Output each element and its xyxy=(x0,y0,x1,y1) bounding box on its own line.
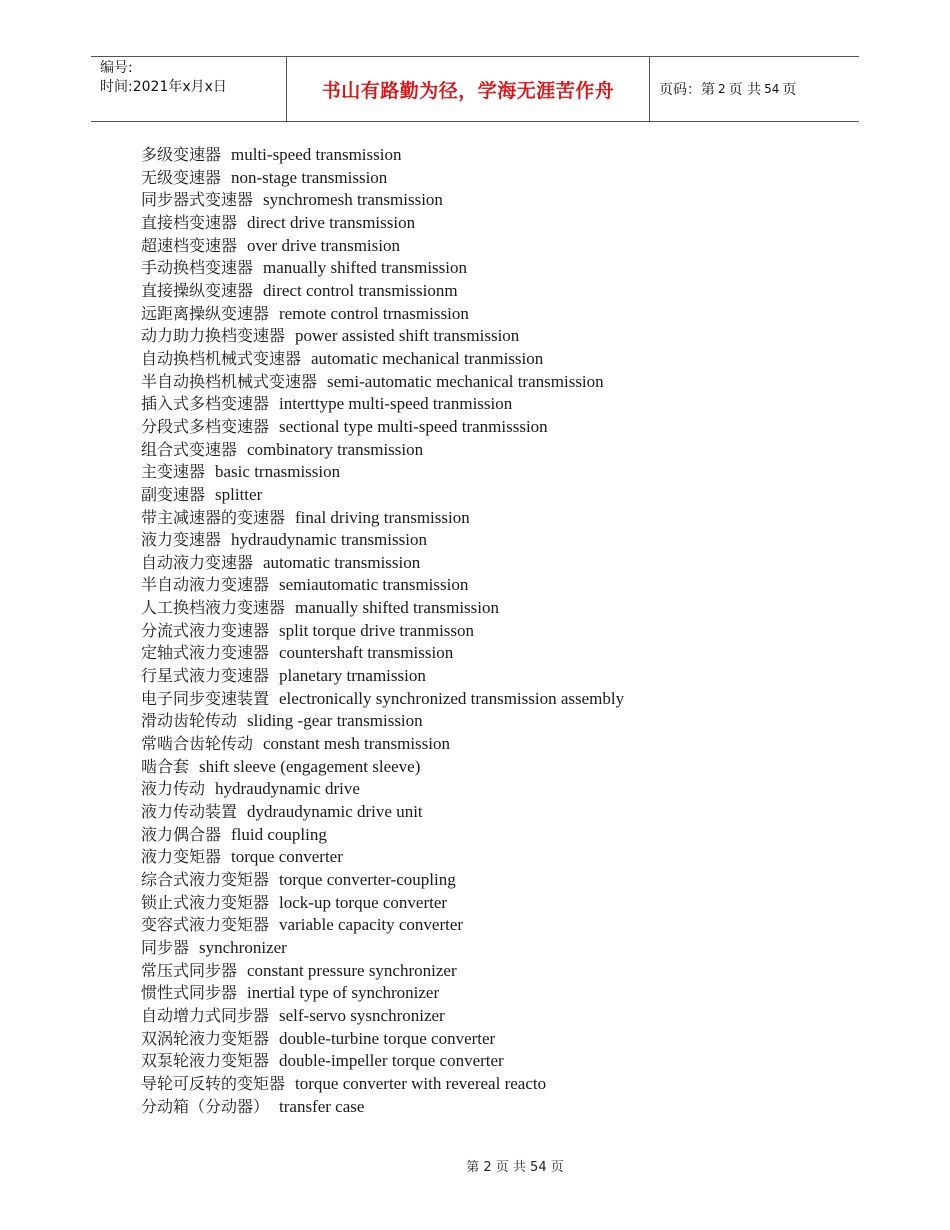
entry-chinese-term: 自动液力变速器 xyxy=(141,552,254,572)
glossary-entry xyxy=(141,914,624,937)
glossary-entry xyxy=(141,1005,624,1028)
entry-english-term: power assisted shift transmission xyxy=(295,326,520,346)
entry-english-term: non-stage transmission xyxy=(231,167,388,187)
glossary-entry xyxy=(141,167,624,190)
glossary-entry xyxy=(141,824,624,847)
entry-chinese-term: 直接操纵变速器 xyxy=(141,280,254,300)
entry-english-term: manually shifted transmission xyxy=(295,598,499,618)
glossary-entry xyxy=(141,756,624,779)
entry-chinese-term: 超速档变速器 xyxy=(141,235,238,255)
entry-chinese-term: 多级变速器 xyxy=(141,145,222,164)
glossary-entry xyxy=(141,574,624,597)
entry-chinese-term: 常压式同步器 xyxy=(141,960,238,980)
entry-english-term: synchromesh transmission xyxy=(263,190,443,210)
glossary-entry xyxy=(141,212,624,235)
glossary-entry xyxy=(141,1050,624,1073)
entry-english-term: torque converter-coupling xyxy=(279,870,456,889)
entry-chinese-term: 自动增力式同步器 xyxy=(141,1005,270,1025)
glossary-entry xyxy=(141,235,624,258)
glossary-entry xyxy=(141,393,624,416)
glossary-entry xyxy=(141,303,624,326)
glossary-entry xyxy=(141,665,624,688)
entry-chinese-term: 自动换档机械式变速器 xyxy=(141,348,302,368)
entry-chinese-term: 啮合套 xyxy=(141,756,190,776)
glossary-entry xyxy=(141,416,624,439)
entry-chinese-term: 综合式液力变矩器 xyxy=(141,870,270,889)
glossary-entry xyxy=(141,189,624,212)
glossary-entry xyxy=(141,892,624,915)
entry-english-term: planetary trnamission xyxy=(279,666,426,686)
page-footer: 第 2 页 共 54 页 xyxy=(466,1160,564,1175)
page-current: 2 xyxy=(718,82,726,96)
entry-chinese-term: 副变速器 xyxy=(141,484,206,504)
glossary-entry xyxy=(141,642,624,665)
entry-english-term: multi-speed transmission xyxy=(231,145,402,164)
glossary-entry xyxy=(141,846,624,869)
entry-chinese-term: 双泵轮液力变矩器 xyxy=(141,1051,270,1071)
glossary-entry xyxy=(141,371,624,394)
glossary-entry xyxy=(141,960,624,983)
page-total: 54 xyxy=(764,82,780,96)
entry-chinese-term: 液力偶合器 xyxy=(141,824,222,844)
time-prefix: 时间: xyxy=(100,79,133,95)
page-header xyxy=(91,56,859,122)
glossary-entry xyxy=(141,733,624,756)
entry-chinese-term: 液力传动 xyxy=(141,779,206,799)
glossary-entry xyxy=(141,1073,624,1096)
glossary-entry xyxy=(141,325,624,348)
glossary-entry xyxy=(141,982,624,1005)
entry-chinese-term: 定轴式液力变速器 xyxy=(141,643,270,663)
glossary-entry xyxy=(141,144,624,167)
entry-english-term: fluid coupling xyxy=(231,824,327,844)
entry-english-term: inertial type of synchronizer xyxy=(247,983,440,1003)
glossary-entry xyxy=(141,257,624,280)
entry-english-term: shift sleeve (engagement sleeve) xyxy=(199,756,421,776)
entry-english-term: direct control transmissionm xyxy=(263,280,458,300)
entry-english-term: splitter xyxy=(215,484,263,504)
entry-english-term: constant pressure synchronizer xyxy=(247,960,457,980)
entry-chinese-term: 双涡轮液力变矩器 xyxy=(141,1028,270,1048)
entry-english-term: automatic transmission xyxy=(263,552,421,572)
glossary-entry xyxy=(141,937,624,960)
header-motto: 书山有路勤为径，学海无涯苦作舟 xyxy=(287,57,650,121)
entry-english-term: hydraudynamic drive xyxy=(215,779,360,799)
entry-chinese-term: 同步器 xyxy=(141,937,190,957)
entry-english-term: synchronizer xyxy=(199,937,287,957)
entry-chinese-term: 插入式多档变速器 xyxy=(141,394,270,414)
entry-english-term: torque converter with revereal reacto xyxy=(295,1073,547,1093)
entry-chinese-term: 液力传动装置 xyxy=(141,802,238,822)
glossary-entry xyxy=(141,461,624,484)
entry-english-term: sliding -gear transmission xyxy=(247,711,423,731)
entry-chinese-term: 液力变矩器 xyxy=(141,847,222,867)
entry-english-term: automatic mechanical tranmission xyxy=(311,348,544,368)
entry-chinese-term: 电子同步变速装置 xyxy=(141,688,270,708)
entry-english-term: remote control trnasmission xyxy=(279,303,469,323)
entry-chinese-term: 组合式变速器 xyxy=(141,439,238,459)
entry-english-term: interttype multi-speed tranmission xyxy=(279,394,513,414)
entry-chinese-term: 动力助力换档变速器 xyxy=(141,326,286,346)
entry-english-term: hydraudynamic transmission xyxy=(231,530,427,550)
entry-chinese-term: 分段式多档变速器 xyxy=(141,416,270,436)
glossary-entry xyxy=(141,869,624,892)
entry-chinese-term: 直接档变速器 xyxy=(141,212,238,232)
entry-chinese-term: 分动箱（分动器） xyxy=(141,1096,270,1116)
entry-english-term: torque converter xyxy=(231,847,343,867)
page-mid: 页 共 xyxy=(728,82,762,98)
glossary-entry xyxy=(141,529,624,552)
entry-english-term: countershaft transmission xyxy=(279,643,454,663)
entry-english-term: basic trnasmission xyxy=(215,462,341,482)
entry-chinese-term: 主变速器 xyxy=(141,462,206,482)
entry-chinese-term: 远距离操纵变速器 xyxy=(141,303,270,323)
glossary-entry xyxy=(141,801,624,824)
page-suffix: 页 xyxy=(782,82,797,98)
glossary-entry xyxy=(141,778,624,801)
glossary-entry xyxy=(141,620,624,643)
entry-english-term: electronically synchronized transmission assembly xyxy=(279,688,625,708)
entry-english-term: lock-up torque converter xyxy=(279,892,448,912)
glossary-entry xyxy=(141,439,624,462)
glossary-entry xyxy=(141,1028,624,1051)
entry-chinese-term: 常啮合齿轮传动 xyxy=(141,734,254,754)
header-meta xyxy=(91,57,287,121)
glossary-entry xyxy=(141,280,624,303)
entry-english-term: manually shifted transmission xyxy=(263,258,467,278)
glossary-entry xyxy=(141,1096,624,1119)
entry-english-term: sectional type multi-speed tranmisssion xyxy=(279,416,548,436)
entry-english-term: combinatory transmission xyxy=(247,439,424,459)
entry-chinese-term: 锁止式液力变矩器 xyxy=(141,892,270,912)
entry-chinese-term: 半自动换档机械式变速器 xyxy=(141,371,318,391)
entry-chinese-term: 无级变速器 xyxy=(141,167,222,187)
time-value: 2021年x月x日 xyxy=(132,79,227,95)
entry-chinese-term: 同步器式变速器 xyxy=(141,190,254,210)
entry-chinese-term: 行星式液力变速器 xyxy=(141,666,270,686)
entry-english-term: transfer case xyxy=(279,1096,365,1116)
entry-english-term: final driving transmission xyxy=(295,507,470,527)
glossary-entry xyxy=(141,348,624,371)
glossary-entry xyxy=(141,484,624,507)
entry-english-term: self-servo sysnchronizer xyxy=(279,1005,445,1025)
glossary-entry xyxy=(141,552,624,575)
glossary-list xyxy=(141,144,624,1118)
entry-english-term: double-turbine torque converter xyxy=(279,1028,496,1048)
entry-chinese-term: 分流式液力变速器 xyxy=(141,620,270,640)
entry-english-term: split torque drive tranmisson xyxy=(279,620,475,640)
code-label: 编号: xyxy=(100,60,133,76)
entry-chinese-term: 滑动齿轮传动 xyxy=(141,711,238,731)
entry-chinese-term: 变容式液力变矩器 xyxy=(141,915,270,935)
glossary-entry xyxy=(141,710,624,733)
glossary-entry xyxy=(141,597,624,620)
entry-english-term: constant mesh transmission xyxy=(263,734,450,754)
entry-english-term: semi-automatic mechanical transmission xyxy=(327,371,604,391)
glossary-entry xyxy=(141,688,624,711)
page-label: 页码：第 xyxy=(659,82,715,98)
entry-english-term: semiautomatic transmission xyxy=(279,575,469,595)
time-line xyxy=(100,78,286,97)
entry-chinese-term: 惯性式同步器 xyxy=(141,983,238,1003)
entry-english-term: double-impeller torque converter xyxy=(279,1051,504,1071)
glossary-entry xyxy=(141,507,624,530)
entry-chinese-term: 手动换档变速器 xyxy=(141,258,254,278)
entry-chinese-term: 导轮可反转的变矩器 xyxy=(141,1073,286,1093)
entry-chinese-term: 带主减速器的变速器 xyxy=(141,507,286,527)
entry-english-term: direct drive transmission xyxy=(247,212,416,232)
entry-chinese-term: 液力变速器 xyxy=(141,530,222,550)
entry-english-term: over drive transmision xyxy=(247,235,400,255)
entry-chinese-term: 半自动液力变速器 xyxy=(141,575,270,595)
entry-english-term: variable capacity converter xyxy=(279,915,464,935)
entry-chinese-term: 人工换档液力变速器 xyxy=(141,598,286,618)
entry-english-term: dydraudynamic drive unit xyxy=(247,802,423,822)
header-page-info xyxy=(650,57,859,121)
